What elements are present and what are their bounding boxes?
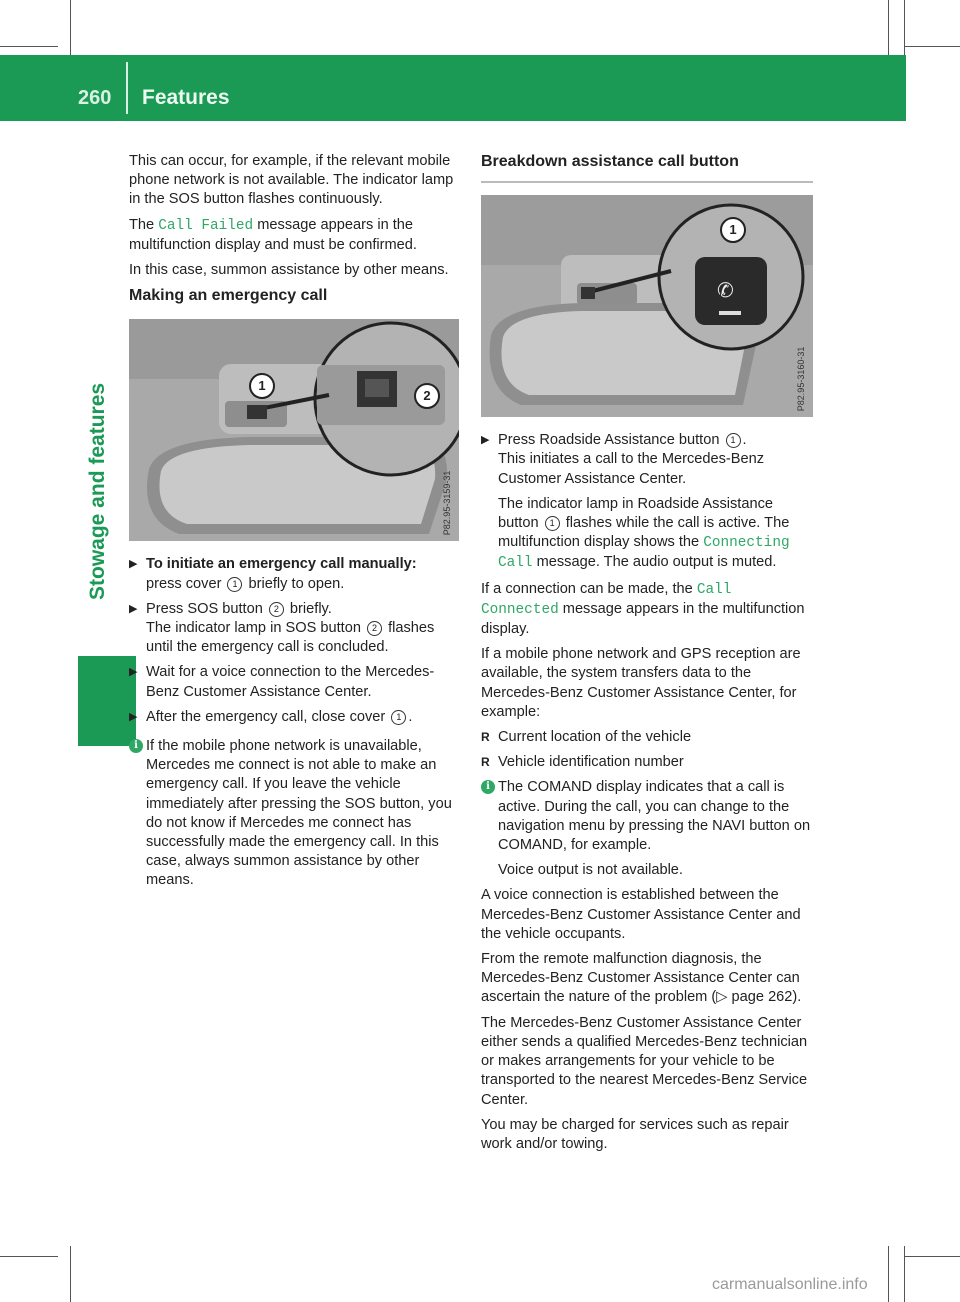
- info-note: i The COMAND display indicates that a call is active. During the call, you can change to the navigation menu by pressing the NAVI button on COMAND, for example. Voice output is not available.: [481, 778, 813, 880]
- left-column: [129, 152, 459, 897]
- crop-mark: [70, 1246, 71, 1302]
- crop-mark: [904, 1256, 960, 1257]
- section-title: Features: [142, 86, 230, 109]
- info-icon: i: [481, 780, 495, 794]
- crop-mark: [904, 0, 905, 58]
- crop-mark: [70, 0, 71, 58]
- breakdown-illustration: [481, 195, 813, 417]
- crop-mark: [888, 0, 889, 58]
- crop-mark: [888, 1246, 889, 1302]
- display-message: Connecting Call: [498, 535, 790, 572]
- bullet-icon: R: [481, 755, 490, 770]
- callout-number-2: 2: [269, 602, 284, 617]
- display-message: Call Failed: [158, 217, 254, 234]
- header-bar: [0, 55, 906, 121]
- callout-number-1: 1: [227, 577, 242, 592]
- info-note: i If the mobile phone network is unavailable, Mercedes me connect is not able to make an emergency call. If you leave the vehicle immediately after pressing the SOS button, you do not know if Mercedes me connect has successfully made the emergency call. In this case, always summon assistance by other means.: [129, 737, 459, 891]
- crop-mark: [904, 1246, 905, 1302]
- crop-mark: [0, 1256, 58, 1257]
- paragraph: The Call Failed message appears in the multifunction display and must be confirmed.: [129, 216, 417, 253]
- bullet-icon: R: [481, 730, 490, 745]
- figure-sos-button: [129, 319, 459, 541]
- step: ▶ After the emergency call, close cover 1 .: [129, 708, 459, 727]
- step-arrow-icon: ▶: [129, 710, 138, 723]
- step: ▶ Press Roadside Assistance button 1 . This initiates a call to the Mercedes-Benz Customer Assistance Center. The indicator lamp in Roadside Assistance button 1 flashes while the call is active. The multifunction display shows the Connecting Call message. The audio output is muted.: [481, 432, 790, 572]
- step-arrow-icon: ▶: [129, 666, 138, 679]
- step: ▶ Wait for a voice connection to the Mercedes-Benz Customer Assistance Center.: [129, 664, 435, 700]
- step-arrow-icon: ▶: [129, 602, 138, 615]
- callout-number-2: 2: [367, 621, 382, 636]
- page-number: 260: [78, 87, 112, 109]
- display-message: Call Connected: [481, 581, 732, 618]
- list-item: R Vehicle identification number: [481, 753, 813, 772]
- header-divider: [126, 62, 128, 114]
- paragraph: In this case, summon assistance by other means.: [129, 262, 449, 279]
- crop-mark: [904, 46, 960, 47]
- paragraph: The Mercedes-Benz Customer Assistance Center either sends a qualified Mercedes-Benz technician or makes arrangements for your vehicle to be transported to the nearest Mercedes-Benz Service Center.: [481, 1014, 808, 1108]
- paragraph: From the remote malfunction diagnosis, the Mercedes-Benz Customer Assistance Center can ascertain the nature of the problem (▷ page 262).: [481, 951, 802, 1006]
- page-link[interactable]: page 262: [731, 989, 793, 1006]
- right-column: [481, 152, 813, 1160]
- paragraph: If a connection can be made, the Call Connected message appears in the multifunction display.: [481, 580, 805, 638]
- side-tab-marker: [78, 656, 136, 746]
- step: ▶ To initiate an emergency call manually: press cover 1 briefly to open.: [129, 556, 417, 592]
- paragraph: You may be charged for services such as repair work and/or towing.: [481, 1116, 789, 1152]
- paragraph: This can occur, for example, if the relevant mobile phone network is not available. The indicator lamp in the SOS button flashes continuously.: [129, 153, 454, 208]
- crop-mark: [0, 46, 58, 47]
- callout-2: 2: [414, 383, 440, 409]
- watermark: carmanualsonline.info: [712, 1276, 868, 1293]
- callout-1: 1: [720, 217, 746, 243]
- paragraph: A voice connection is established between the Mercedes-Benz Customer Assistance Center and the vehicle occupants.: [481, 887, 801, 942]
- subheading: Making an emergency call: [129, 287, 328, 305]
- section-heading: Breakdown assistance call button: [481, 152, 813, 183]
- step-arrow-icon: ▶: [129, 558, 138, 571]
- step: ▶ Press SOS button 2 briefly. The indicator lamp in SOS button 2 flashes until the emergency call is concluded.: [129, 600, 435, 656]
- side-tab-label: Stowage and features: [86, 382, 109, 600]
- callout-number-1: 1: [391, 710, 406, 725]
- list-item: R Current location of the vehicle: [481, 728, 813, 747]
- callout-number-1: 1: [726, 433, 741, 448]
- callout-1: 1: [249, 373, 275, 399]
- sos-illustration: [129, 319, 459, 541]
- step-arrow-icon: ▶: [481, 434, 490, 447]
- figure-breakdown-button: [481, 195, 813, 417]
- page-reference-icon: ▷: [716, 989, 732, 1006]
- svg-text:✆: ✆: [717, 278, 734, 303]
- callout-number-1: 1: [545, 516, 560, 531]
- info-icon: i: [129, 739, 143, 753]
- paragraph: If a mobile phone network and GPS reception are available, the system transfers data to the Mercedes-Benz Customer Assistance Center, for example:: [481, 646, 801, 720]
